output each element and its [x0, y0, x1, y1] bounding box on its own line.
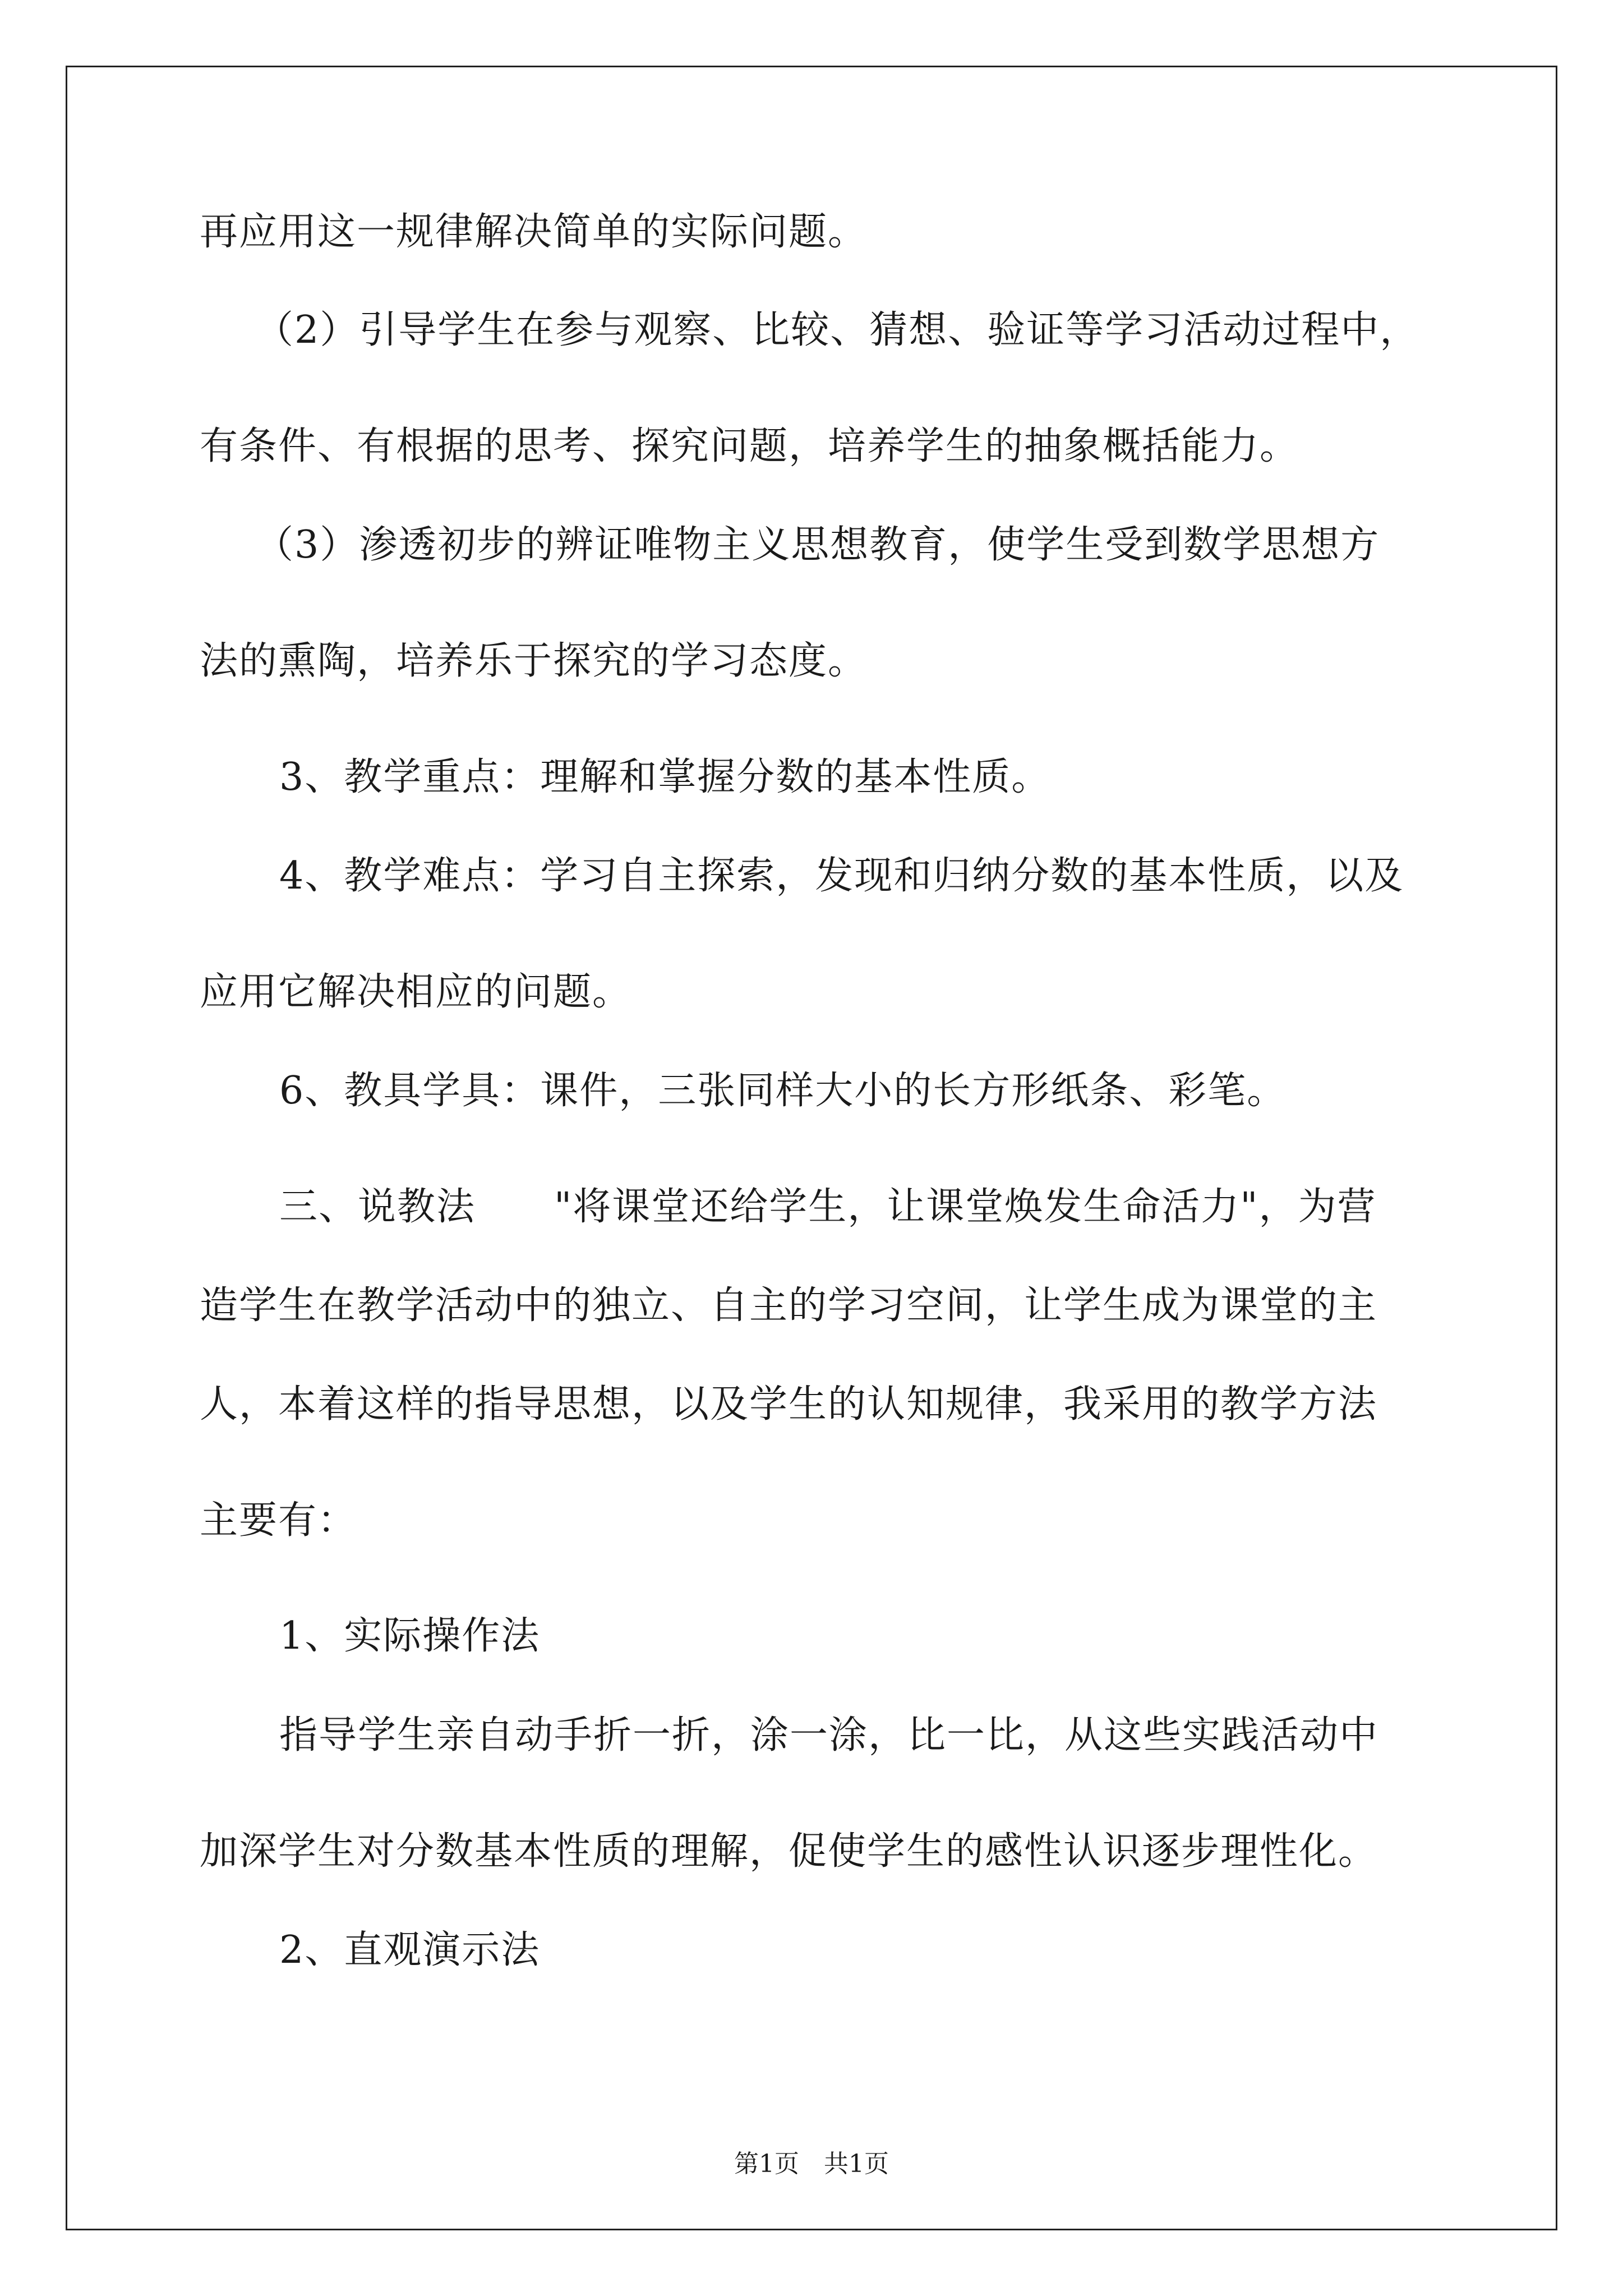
text-line-3: 有条件、有根据的思考、探究问题，培养学生的抽象概括能力。	[200, 424, 1299, 468]
text-line-11: 造学生在教学活动中的独立、自主的学习空间，让学生成为课堂的主	[200, 1283, 1378, 1328]
text-line-1: 再应用这一规律解决简单的实际问题。	[200, 210, 868, 254]
text-line-9: 6、教具学具：课件，三张同样大小的长方形纸条、彩笔。	[279, 1069, 1287, 1113]
text-line-12: 人，本着这样的指导思想，以及学生的认知规律，我采用的教学方法	[200, 1382, 1378, 1427]
text-line-14: 1、实际操作法	[279, 1614, 541, 1658]
page-footer: 第1页 共1页	[734, 2150, 889, 2178]
text-line-5: 法的熏陶，培养乐于探究的学习态度。	[200, 639, 868, 683]
text-line-4: （3）渗透初步的辨证唯物主义思想教育，使学生受到数学思想方	[255, 523, 1380, 567]
text-line-6: 3、教学重点：理解和掌握分数的基本性质。	[279, 755, 1051, 799]
text-line-17: 2、直观演示法	[279, 1928, 541, 1972]
text-line-15: 指导学生亲自动手折一折，涂一涂，比一比，从这些实践活动中	[279, 1713, 1379, 1757]
text-line-16: 加深学生对分数基本性质的理解，促使学生的感性认识逐步理性化。	[200, 1829, 1378, 1874]
text-line-8: 应用它解决相应的问题。	[200, 970, 632, 1014]
text-line-13: 主要有：	[200, 1498, 357, 1543]
page-border	[66, 66, 1557, 2230]
text-line-2: （2）引导学生在参与观察、比较、猜想、验证等学习活动过程中，	[255, 308, 1419, 352]
text-line-7: 4、教学难点：学习自主探索，发现和归纳分数的基本性质，以及	[279, 854, 1404, 898]
text-line-10: 三、说教法 "将课堂还给学生，让课堂焕发生命活力"，为营	[279, 1185, 1377, 1229]
